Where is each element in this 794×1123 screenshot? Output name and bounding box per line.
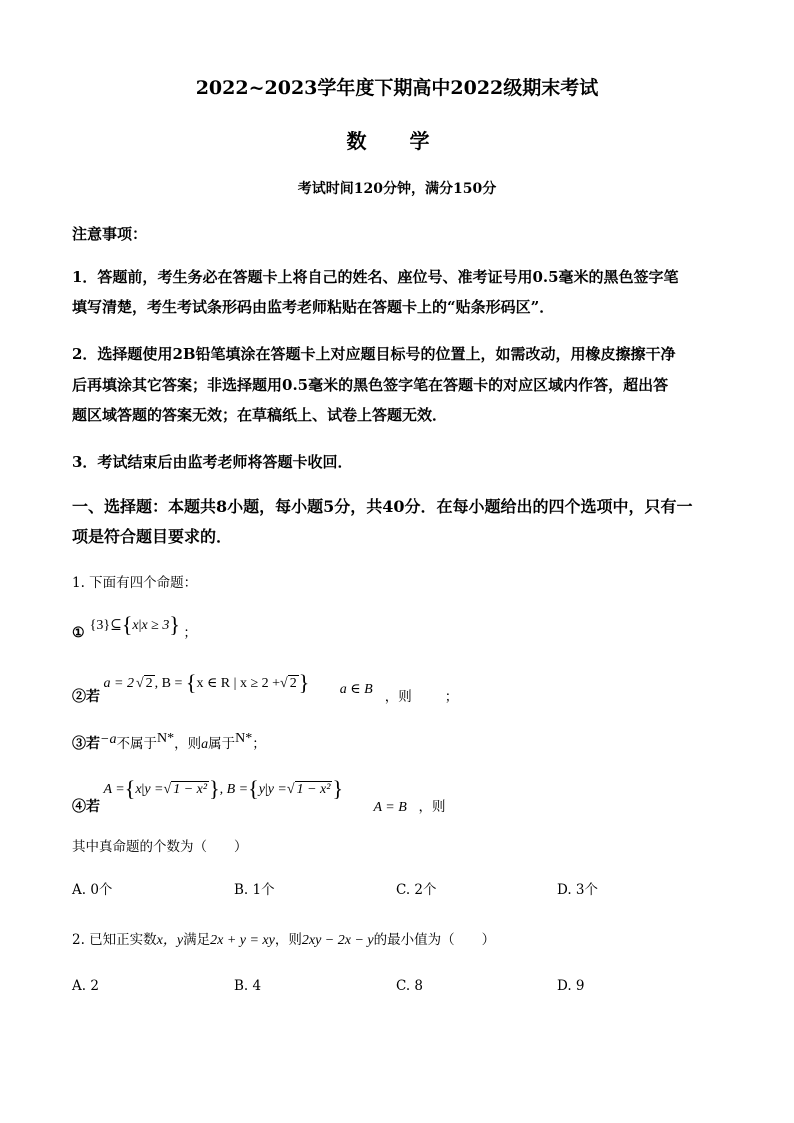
- p2-b-eq: , B =: [154, 676, 183, 691]
- p2-conclusion: a ∈ B: [339, 682, 373, 697]
- exam-info: 考试时间120分钟，满分150分: [297, 181, 497, 197]
- q2-stem-a: 2. 已知正实数: [72, 932, 157, 948]
- q2-option-c: C. 8: [396, 978, 424, 994]
- p4-then: ，则: [418, 799, 446, 815]
- p2-then: ，则: [384, 689, 412, 705]
- p2-math: a = 2 √ 2 , B = {x ∈ R | x ≥ 2 +√ 2}: [103, 670, 310, 695]
- q2-stem-b: 满足: [183, 932, 211, 948]
- note-2-line-1: 2．选择题使用2B铅笔填涂在答题卡上对应题目标号的位置上，如需改动，用橡皮擦擦干净: [72, 345, 676, 363]
- q1-proposition-2: [72, 670, 459, 705]
- q2-stem: [72, 928, 495, 949]
- p2-elem: x ∈ R: [196, 676, 231, 691]
- q1-stem: 1. 下面有四个命题：: [72, 575, 198, 591]
- note-2-line-2: 后再填涂其它答案；非选择题用0.5毫米的黑色签字笔在答题卡的对应区域内作答，超出答: [72, 376, 669, 394]
- p3-a: a: [201, 737, 209, 752]
- p4-conclusion: A = B: [373, 800, 407, 815]
- p2-cond-rad: 2: [289, 676, 297, 691]
- p3-n-star-2: N*: [235, 731, 253, 746]
- notes-heading: 注意事项：: [72, 225, 148, 243]
- q2-stem-c: ，则: [274, 932, 302, 948]
- q2-option-b: B. 4: [234, 978, 262, 994]
- p1-math: {3}⊆{x|x ≥ 3}: [89, 612, 180, 637]
- p3-belong: 属于: [208, 736, 236, 752]
- p2-a-eq: a = 2: [103, 676, 134, 691]
- q1-proposition-4: [72, 776, 446, 815]
- q1-option-d: D. 3个: [557, 882, 599, 898]
- note-1-line-1: 1．答题前，考生务必在答题卡上将自己的姓名、座位号、准考证号用0.5毫米的黑色签字笔: [72, 268, 679, 286]
- note-3: 3．考试结束后由监考老师将答题卡收回．: [72, 453, 353, 471]
- p1-set-3: {3}: [89, 618, 111, 633]
- q1-proposition-3: [72, 731, 266, 753]
- p2-cond: x ≥ 2 +: [239, 676, 281, 691]
- q2-stem-d: 的最小值为（ ）: [373, 932, 496, 948]
- p3-neg-a: −a: [100, 732, 117, 747]
- q2-vars: x，y: [156, 933, 184, 948]
- p4-marker: ④若: [72, 799, 100, 815]
- p1-var: x: [132, 618, 139, 633]
- p1-end: ；: [183, 625, 197, 641]
- p4-b-def: , B =: [219, 782, 249, 797]
- p4-set2-cond: y =: [267, 782, 287, 797]
- p4-set1-var: x: [135, 782, 142, 797]
- p1-cond: x ≥ 3: [141, 618, 170, 633]
- q2-option-d: D. 9: [557, 978, 585, 994]
- p2-marker: ②若: [72, 689, 100, 705]
- p4-set1-rad: 1 − x²: [173, 782, 208, 797]
- p3-then: ，则: [174, 736, 202, 752]
- section-1-line-2: 项是符合题目要求的．: [72, 527, 233, 546]
- q2-condition: 2x + y = xy: [210, 933, 275, 948]
- note-2-line-3: 题区域答题的答案无效；在草稿纸上、试卷上答题无效．: [72, 406, 448, 424]
- q1-proposition-1: [72, 612, 197, 641]
- p4-set2-var: y: [258, 782, 265, 797]
- p4-set2-rad: 1 − x²: [296, 782, 331, 797]
- q2-expression: 2xy − 2x − y: [301, 933, 374, 948]
- p3-marker: ③若: [72, 736, 100, 752]
- p1-brace-close: }: [169, 612, 180, 637]
- q1-option-c: C. 2个: [396, 882, 437, 898]
- q2-option-a: A. 2: [72, 978, 99, 994]
- exam-title: 2022~2023学年度下期高中2022级期末考试: [195, 77, 599, 99]
- p2-end: ；: [444, 689, 459, 705]
- p3-not-belong: 不属于: [116, 736, 157, 752]
- p4-set1-cond: y =: [144, 782, 164, 797]
- note-1-line-2: 填写清楚，考生考试条形码由监考老师粘贴在答题卡上的“贴条形码区”．: [72, 298, 555, 316]
- p1-subset: ⊆: [110, 618, 122, 633]
- p2-brace-open: {: [185, 670, 197, 695]
- p2-a-rad: 2: [145, 676, 153, 691]
- p4-a-def: A =: [103, 782, 125, 797]
- p2-brace-close: }: [298, 670, 310, 695]
- subject-title: 数 学: [346, 129, 448, 153]
- p3-n-star-1: N*: [156, 731, 175, 746]
- p4-math: A ={x|y =√ 1 − x²}, B ={y|y =√ 1 − x²}: [103, 776, 343, 801]
- p1-marker: ①: [72, 625, 85, 641]
- q1-question: 其中真命题的个数为（ ）: [72, 839, 248, 855]
- q1-option-b: B. 1个: [234, 882, 275, 898]
- p3-end: ；: [252, 736, 266, 752]
- q1-option-a: A. 0个: [72, 882, 113, 898]
- section-1-line-1: 一、选择题：本题共8小题，每小题5分，共40分．在每小题给出的四个选项中，只有一: [72, 497, 693, 516]
- p1-brace-open: {: [121, 612, 133, 637]
